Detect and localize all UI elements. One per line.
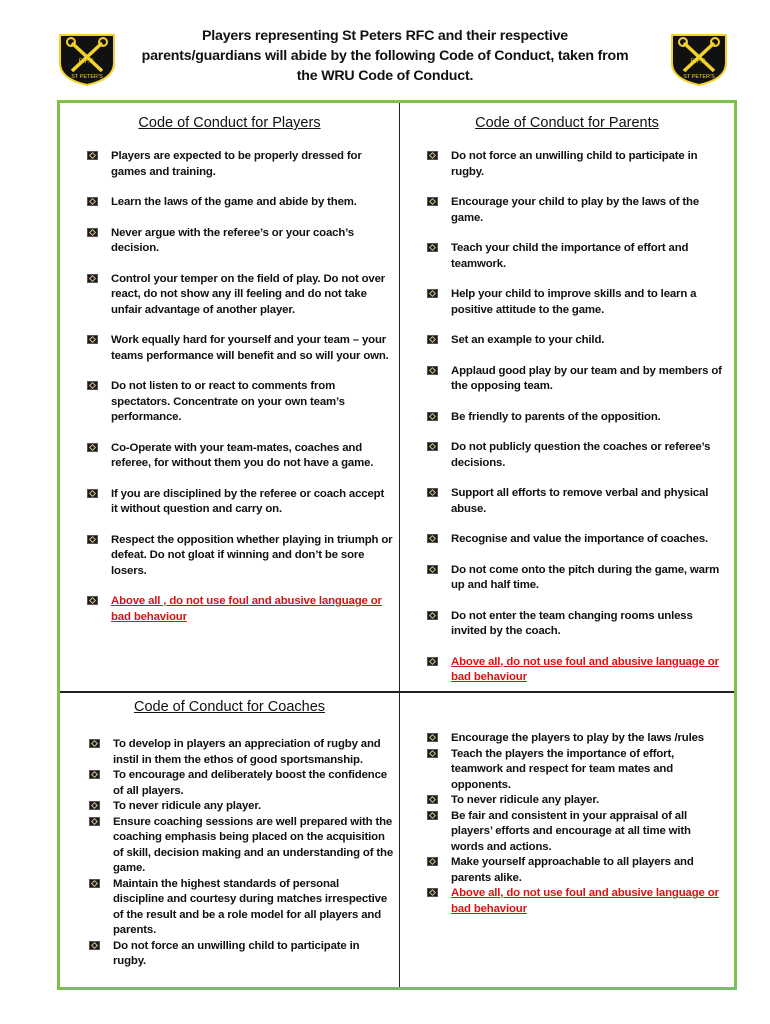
bullet-icon	[89, 817, 100, 826]
list-item-text: Control your temper on the field of play. Do not over react, do not show any ill feeling and do not take unfair advantage of another player.	[111, 272, 386, 316]
parents-section	[400, 103, 734, 691]
bullet-icon	[427, 488, 438, 497]
list-item	[424, 532, 726, 548]
list-item-text: To never ridicule any player.	[451, 794, 600, 806]
list-item	[424, 149, 726, 180]
list-item	[86, 815, 393, 877]
list-item	[86, 768, 393, 799]
list-item	[424, 731, 726, 747]
list-item-text: Do not listen to or react to comments from spectators. Concentrate on your own team’s performance.	[111, 380, 345, 423]
list-item	[424, 333, 726, 349]
bullet-icon	[427, 412, 438, 421]
list-item	[424, 747, 726, 794]
emphasis-item	[424, 655, 726, 686]
bullet-icon	[427, 335, 438, 344]
list-item	[424, 287, 726, 318]
club-crest-logo	[58, 33, 116, 87]
emphasis-text: Above all, do not use foul and abusive language or bad behaviour	[451, 887, 719, 915]
bullet-icon	[427, 795, 438, 804]
emphasis-text: Above all , do not use foul and abusive language or bad behaviour	[111, 595, 382, 623]
list-item	[86, 737, 393, 768]
list-item-text: Co-Operate with your team-mates, coaches and referee, for without them you do not have a game.	[111, 441, 374, 469]
emphasis-item	[84, 594, 393, 625]
bullet-icon	[89, 941, 100, 950]
list-item	[86, 939, 393, 970]
coaches-list-left	[86, 737, 393, 970]
list-item-text: To encourage and deliberately boost the confidence of all players.	[113, 769, 387, 797]
bullet-icon	[427, 611, 438, 620]
bullet-icon	[427, 289, 438, 298]
coaches-title: Code of Conduct for Coaches	[133, 699, 326, 715]
list-item-text: Maintain the highest standards of personal discipline and courtesy during matches irrespective of the result and be a role model for all players and parents.	[113, 877, 388, 936]
club-crest-logo	[670, 33, 728, 87]
list-item	[424, 440, 726, 471]
players-section	[60, 103, 399, 691]
players-title: Code of Conduct for Players	[138, 115, 321, 131]
list-item	[424, 809, 726, 856]
bullet-icon	[427, 749, 438, 758]
bullet-icon	[427, 197, 438, 206]
bullet-icon	[87, 596, 98, 605]
svg-text:R.F.C.: R.F.C.	[78, 59, 96, 65]
coaches-list-right	[424, 731, 726, 917]
bullet-icon	[427, 733, 438, 742]
list-item-text: To never ridicule any player.	[113, 800, 262, 812]
list-item	[84, 487, 393, 518]
list-item	[424, 195, 726, 226]
bullet-icon	[427, 366, 438, 375]
list-item-text: Help your child to improve skills and to learn a positive attitude to the game.	[451, 288, 697, 316]
list-item-text: Do not force an unwilling child to participate in rugby.	[113, 939, 360, 967]
list-item-text: Make yourself approachable to all players and parents alike.	[451, 856, 694, 884]
list-item-text: If you are disciplined by the referee or coach accept it without question and carry on.	[111, 487, 385, 515]
parents-title: Code of Conduct for Parents	[475, 115, 659, 131]
list-item-text: Players are expected to be properly dressed for games and training.	[111, 150, 362, 178]
list-item	[424, 241, 726, 272]
list-item-text: Do not force an unwilling child to participate in rugby.	[451, 150, 698, 178]
list-item-text: Never argue with the referee’s or your coach’s decision.	[111, 226, 354, 254]
list-item-text: Encourage the players to play by the laws /rules	[451, 732, 704, 744]
bullet-icon	[87, 151, 98, 160]
bullet-icon	[427, 811, 438, 820]
bullet-icon	[87, 535, 98, 544]
bullet-icon	[87, 443, 98, 452]
code-of-conduct-table	[57, 100, 737, 990]
bullet-icon	[87, 228, 98, 237]
bullet-icon	[427, 534, 438, 543]
bullet-icon	[87, 335, 98, 344]
list-item-text: Do not publicly question the coaches or referee’s decisions.	[451, 441, 711, 469]
list-item	[424, 793, 726, 809]
list-item	[424, 855, 726, 886]
coaches-section	[60, 693, 399, 987]
svg-text:ST PETER'S: ST PETER'S	[683, 74, 715, 80]
list-item	[84, 441, 393, 472]
bullet-icon	[427, 565, 438, 574]
list-item-text: Do not come onto the pitch during the game, warm up and half time.	[451, 563, 720, 591]
parents-list	[424, 149, 726, 701]
list-item-text: Learn the laws of the game and abide by them.	[111, 196, 357, 208]
bullet-icon	[427, 151, 438, 160]
list-item-text: Encourage your child to play by the laws of the game.	[451, 196, 700, 224]
list-item	[86, 799, 393, 815]
bullet-icon	[87, 197, 98, 206]
bullet-icon	[427, 857, 438, 866]
list-item-text: Respect the opposition whether playing in triumph or defeat. Do not gloat if winning and don’t be sore losers.	[111, 533, 393, 577]
list-item	[84, 333, 393, 364]
bullet-icon	[89, 739, 100, 748]
list-item	[84, 195, 393, 211]
list-item-text: Be fair and consistent in your appraisal of all players’ efforts and encourage at all time with words and actions.	[451, 809, 691, 853]
list-item	[424, 486, 726, 517]
bullet-icon	[427, 888, 438, 897]
list-item	[424, 364, 726, 395]
list-item	[424, 410, 726, 426]
list-item	[84, 533, 393, 580]
bullet-icon	[87, 381, 98, 390]
list-item	[84, 226, 393, 257]
bullet-icon	[427, 442, 438, 451]
list-item-text: To develop in players an appreciation of rugby and instil in them the ethos of good sportsmanship.	[113, 738, 381, 766]
list-item-text: Work equally hard for yourself and your team – your teams performance will benefit and so will your own.	[111, 334, 389, 362]
players-list	[84, 149, 393, 640]
list-item-text: Ensure coaching sessions are well prepared with the coaching emphasis being placed on the acquisition of skill, decision making and an understanding of the game.	[113, 815, 394, 874]
page-header	[0, 0, 770, 100]
list-item	[86, 877, 393, 939]
bullet-icon	[427, 657, 438, 666]
emphasis-item	[424, 886, 726, 917]
list-item-text: Set an example to your child.	[451, 334, 605, 346]
svg-text:ST PETER'S: ST PETER'S	[71, 74, 103, 80]
list-item-text: Applaud good play by our team and by members of the opposing team.	[451, 364, 722, 392]
list-item	[84, 149, 393, 180]
list-item	[424, 609, 726, 640]
list-item-text: Teach your child the importance of effort and teamwork.	[451, 242, 689, 270]
list-item-text: Do not enter the team changing rooms unless invited by the coach.	[451, 609, 693, 637]
list-item-text: Teach the players the importance of effort, teamwork and respect for team mates and opponents.	[451, 747, 675, 791]
bullet-icon	[89, 770, 100, 779]
list-item	[84, 272, 393, 319]
emphasis-text: Above all, do not use foul and abusive language or bad behaviour	[451, 655, 719, 683]
bullet-icon	[427, 243, 438, 252]
title-line: Players representing St Peters RFC and their respective	[202, 28, 568, 44]
bullet-icon	[87, 489, 98, 498]
list-item-text: Support all efforts to remove verbal and physical abuse.	[451, 487, 709, 515]
title-line: parents/guardians will abide by the following Code of Conduct, taken from	[141, 48, 629, 64]
list-item-text: Recognise and value the importance of coaches.	[451, 533, 709, 545]
bullet-icon	[87, 274, 98, 283]
page-title	[115, 26, 655, 86]
bullet-icon	[89, 801, 100, 810]
bullet-icon	[89, 879, 100, 888]
list-item	[424, 563, 726, 594]
title-line: the WRU Code of Conduct.	[296, 68, 474, 84]
list-item	[84, 379, 393, 426]
coaches-section-continued	[400, 693, 734, 987]
svg-text:R.F.C.: R.F.C.	[690, 59, 708, 65]
list-item-text: Be friendly to parents of the opposition.	[451, 410, 661, 423]
